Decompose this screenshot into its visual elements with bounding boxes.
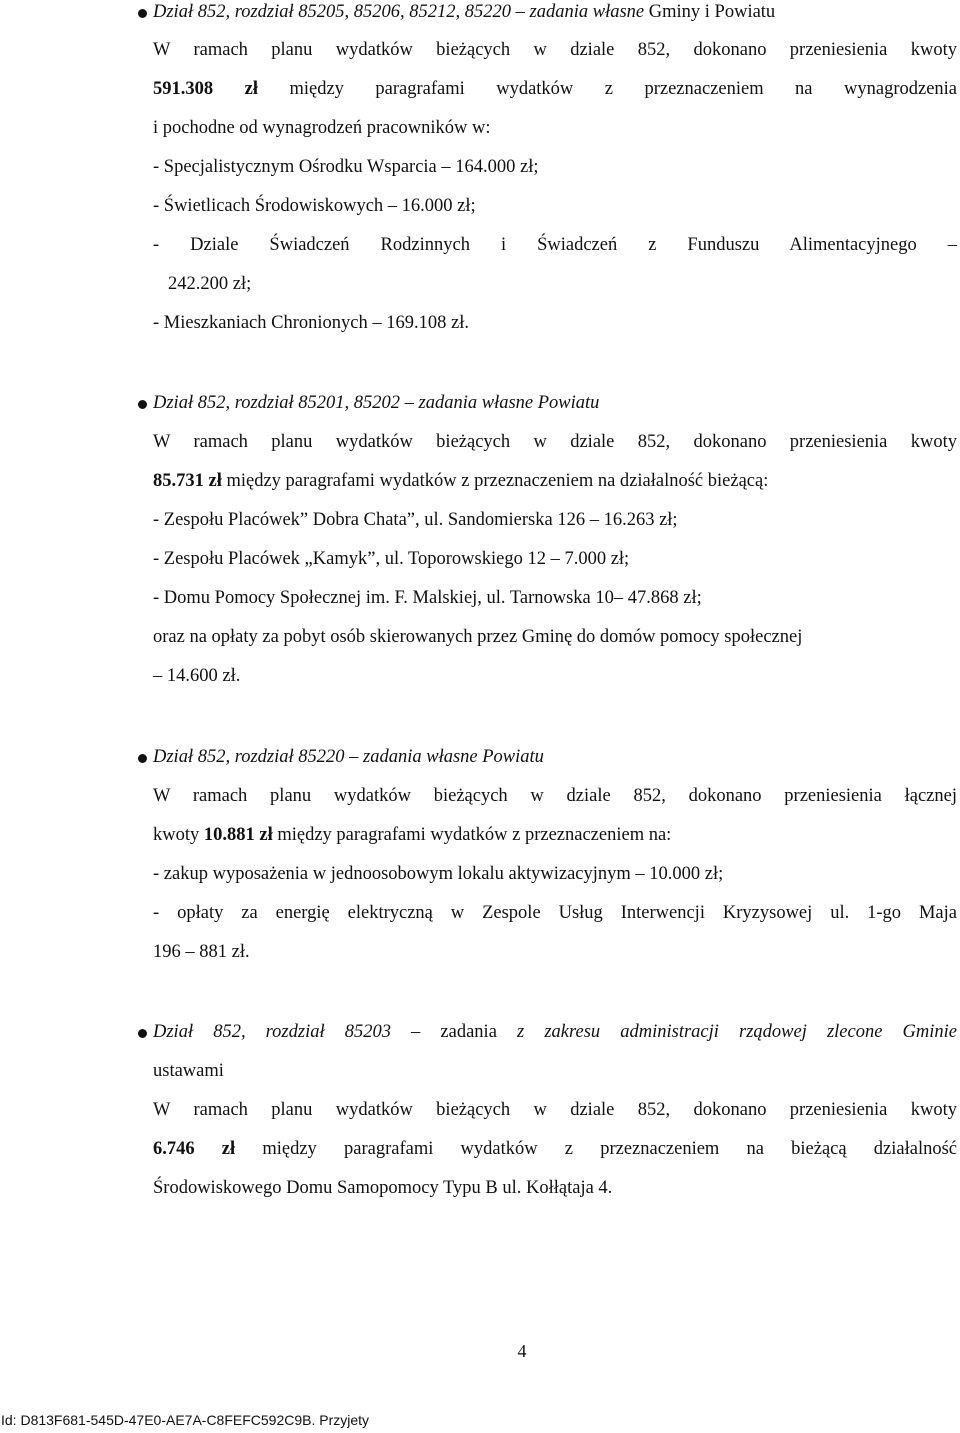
section-heading: Dział 852, rozdział 85201, 85202 – zadania własne Powiatu [153,393,600,413]
amount-bold: 591.308 zł [153,79,258,99]
amount-bold: 10.881 zł [203,825,273,845]
bullet-icon [138,9,147,18]
list-item: - Dziale Świadczeń Rodzinnych i Świadczeń z Funduszu Alimentacyjnego – [153,235,957,255]
section-heading: Dział 852, rozdział 85220 – zadania własne Powiatu [153,747,544,767]
page-number: 4 [517,1341,527,1361]
paragraph-line [153,471,957,492]
bullet-icon [138,754,147,763]
line-text: kwoty [153,825,204,845]
heading-chapter: Dział 852, rozdział 85203 – [153,1022,441,1042]
bullet-icon [138,400,147,409]
list-item: - Mieszkaniach Chronionych – 169.108 zł. [153,313,469,333]
list-item: - opłaty za energię elektryczną w Zespole Usług Interwencji Kryzysowej ul. 1-go Maja [153,903,957,923]
heading-chapter: Dział 852, rozdział 85205, 85206, 85212, 85220 [153,2,512,22]
list-item: - Świetlicach Środowiskowych – 16.000 zł; [153,196,476,216]
paragraph-line [153,825,957,846]
list-item: - zakup wyposażenia w jednoosobowym lokalu aktywizacyjnym – 10.000 zł; [153,864,724,884]
heading-word: zadania [440,1022,497,1042]
list-item-continuation: 196 – 881 zł. [153,942,250,962]
paragraph-line: W ramach planu wydatków bieżących w dziale 852, dokonano przeniesienia kwoty [153,40,957,60]
line-text: między paragrafami wydatków z przeznaczeniem na działalność bieżącą: [221,471,769,491]
heading-unit: Gminy i Powiatu [644,2,776,22]
list-item: - Specjalistycznym Ośrodku Wsparcia – 164.000 zł; [153,157,539,177]
paragraph-line [153,79,957,100]
list-item: - Zespołu Placówek” Dobra Chata”, ul. Sandomierska 126 – 16.263 zł; [153,510,678,530]
section-heading [153,1022,957,1043]
heading-task-type: z zakresu administracji rządowej zlecone Gminie [496,1022,958,1042]
paragraph-line: Środowiskowego Domu Samopomocy Typu B ul. Kołłątaja 4. [153,1178,613,1198]
paragraph-line: W ramach planu wydatków bieżących w dziale 852, dokonano przeniesienia kwoty [153,432,957,452]
document-id-footer: Id: D813F681-545D-47E0-AE7A-C8FEFC592C9B. Przyjety [1,1412,370,1428]
line-text: między paragrafami wydatków z przeznaczeniem na bieżącą działalność [235,1139,957,1159]
heading-task-type: zadania własne [529,2,645,22]
line-text: między paragrafami wydatków z przeznaczeniem na: [272,825,672,845]
line-text: między paragrafami wydatków z przeznaczeniem na wynagrodzenia [257,79,958,99]
section-heading-continuation: ustawami [153,1061,224,1081]
paragraph-line: W ramach planu wydatków bieżących w dziale 852, dokonano przeniesienia łącznej [153,786,957,806]
heading-dash: – [511,2,530,22]
paragraph-line: i pochodne od wynagrodzeń pracowników w: [153,118,491,138]
paragraph-line: W ramach planu wydatków bieżących w dziale 852, dokonano przeniesienia kwoty [153,1100,957,1120]
list-item: - Zespołu Placówek „Kamyk”, ul. Toporowskiego 12 – 7.000 zł; [153,549,630,569]
paragraph-line [153,1139,957,1160]
amount-bold: 85.731 zł [153,471,222,491]
bullet-icon [138,1029,147,1038]
list-item-continuation: 242.200 zł; [168,274,252,294]
amount-bold: 6.746 zł [153,1139,236,1159]
paragraph-line: – 14.600 zł. [153,666,241,686]
list-item: - Domu Pomocy Społecznej im. F. Malskiej, ul. Tarnowska 10– 47.868 zł; [153,588,702,608]
section-heading [153,2,775,23]
paragraph-line: oraz na opłaty za pobyt osób skierowanych przez Gminę do domów pomocy społecznej [153,627,803,647]
